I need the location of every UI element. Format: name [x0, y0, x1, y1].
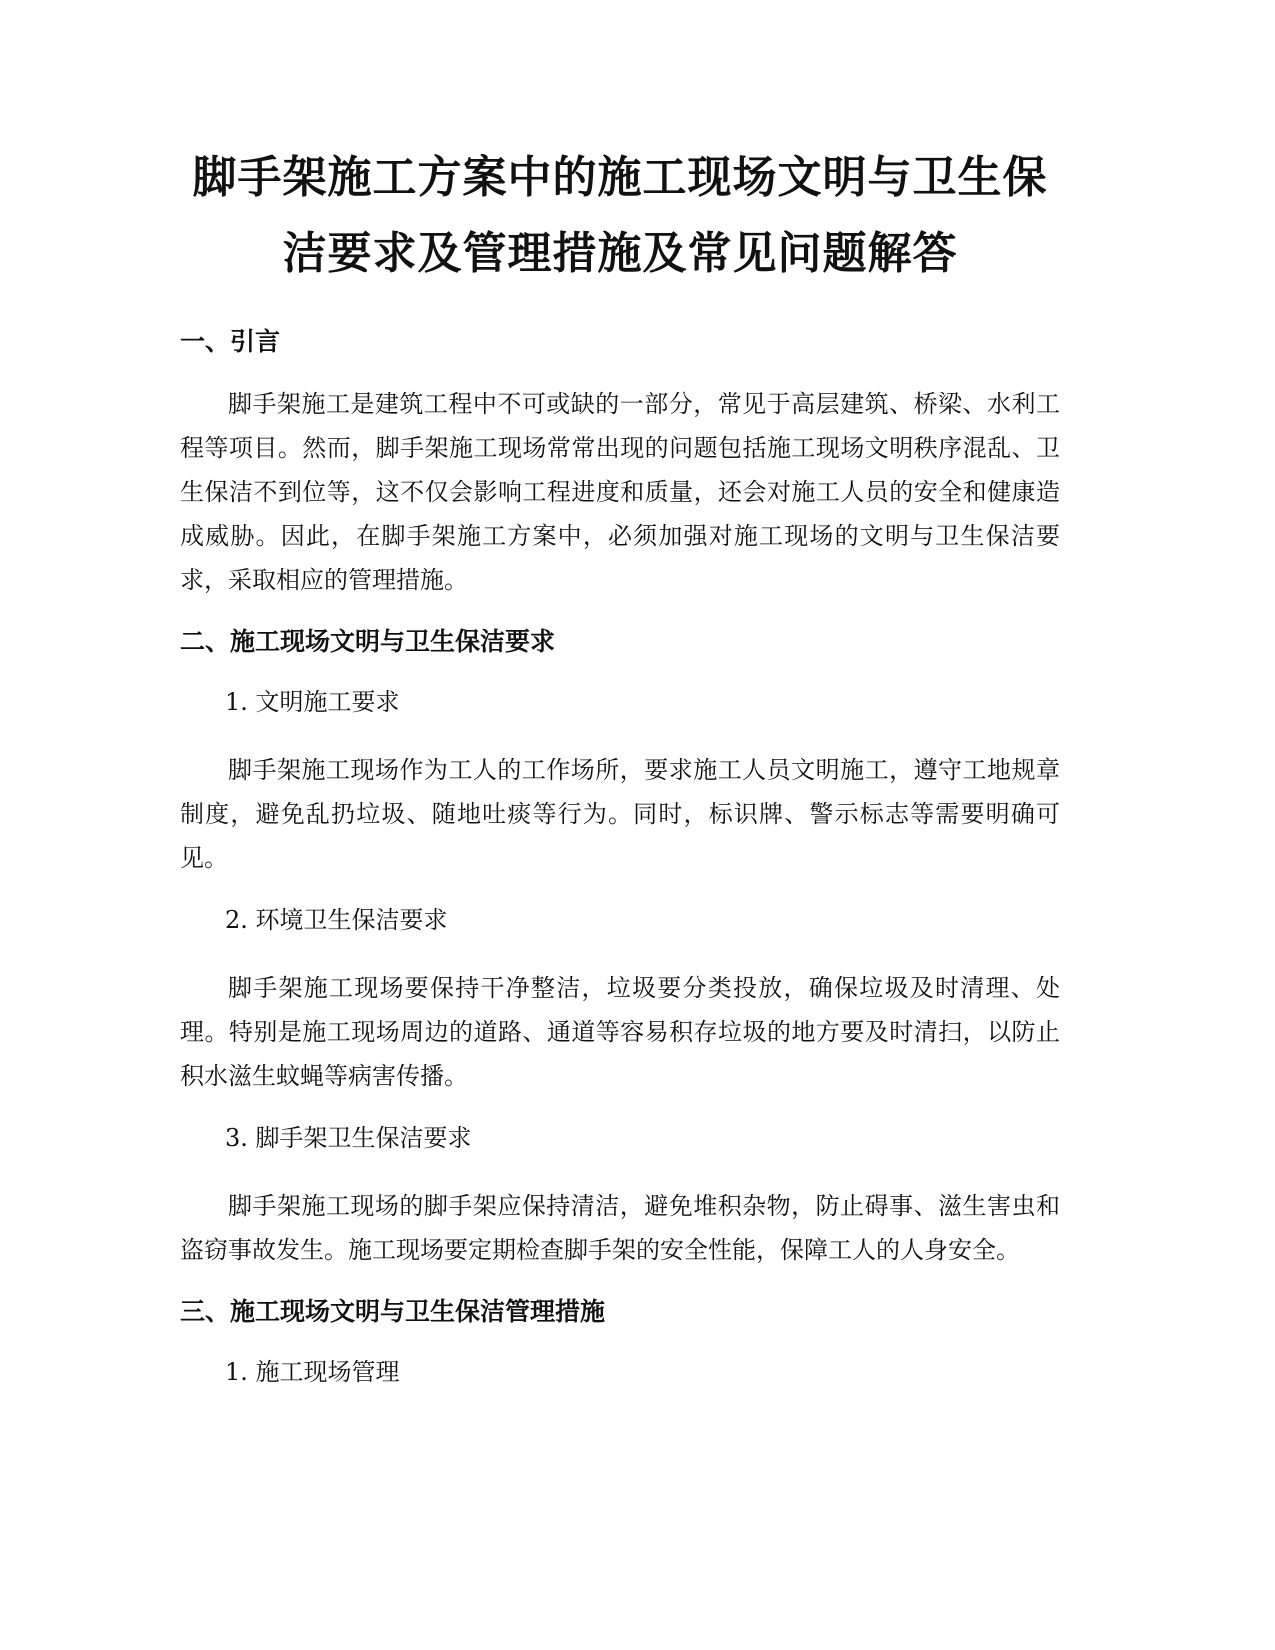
introduction-paragraph: 脚手架施工是建筑工程中不可或缺的一部分，常见于高层建筑、桥梁、水利工程等项目。然而，脚手架施工现场常常出现的问题包括施工现场文明秩序混乱、卫生保洁不到位等，这不仅会影响工程进度和质量，还会对施工人员的安全和健康造成威胁。因此，在脚手架施工方案中，必须加强对施工现场的文明与卫生保洁要求，采取相应的管理措施。 — [180, 390, 1060, 594]
civilized-construction-paragraph: 脚手架施工现场作为工人的工作场所，要求施工人员文明施工，遵守工地规章制度，避免乱扔垃圾、随地吐痰等行为。同时，标识牌、警示标志等需要明确可见。 — [180, 756, 1060, 872]
scaffold-hygiene-paragraph: 脚手架施工现场的脚手架应保持清洁，避免堆积杂物，防止碍事、滋生害虫和盗窃事故发生。施工现场要定期检查脚手架的安全性能，保障工人的人身安全。 — [180, 1192, 1060, 1264]
subheading-site-management: 1. 施工现场管理 — [225, 1358, 400, 1386]
environmental-hygiene-paragraph: 脚手架施工现场要保持干净整洁，垃圾要分类投放，确保垃圾及时清理、处理。特别是施工现场周边的道路、通道等容易积存垃圾的地方要及时清扫，以防止积水滋生蚊蝇等病害传播。 — [180, 974, 1060, 1090]
subheading-environmental-hygiene: 2. 环境卫生保洁要求 — [225, 906, 448, 934]
document-page — [180, 140, 1060, 1418]
section-heading-introduction: 一、引言 — [180, 327, 281, 356]
subheading-scaffold-hygiene: 3. 脚手架卫生保洁要求 — [225, 1124, 472, 1152]
subheading-civilized-construction: 1. 文明施工要求 — [225, 688, 400, 716]
section-heading-requirements: 二、施工现场文明与卫生保洁要求 — [180, 627, 556, 656]
document-title: 脚手架施工方案中的施工现场文明与卫生保洁要求及管理措施及常见问题解答 — [192, 152, 1048, 279]
section-heading-management-measures: 三、施工现场文明与卫生保洁管理措施 — [180, 1297, 606, 1326]
